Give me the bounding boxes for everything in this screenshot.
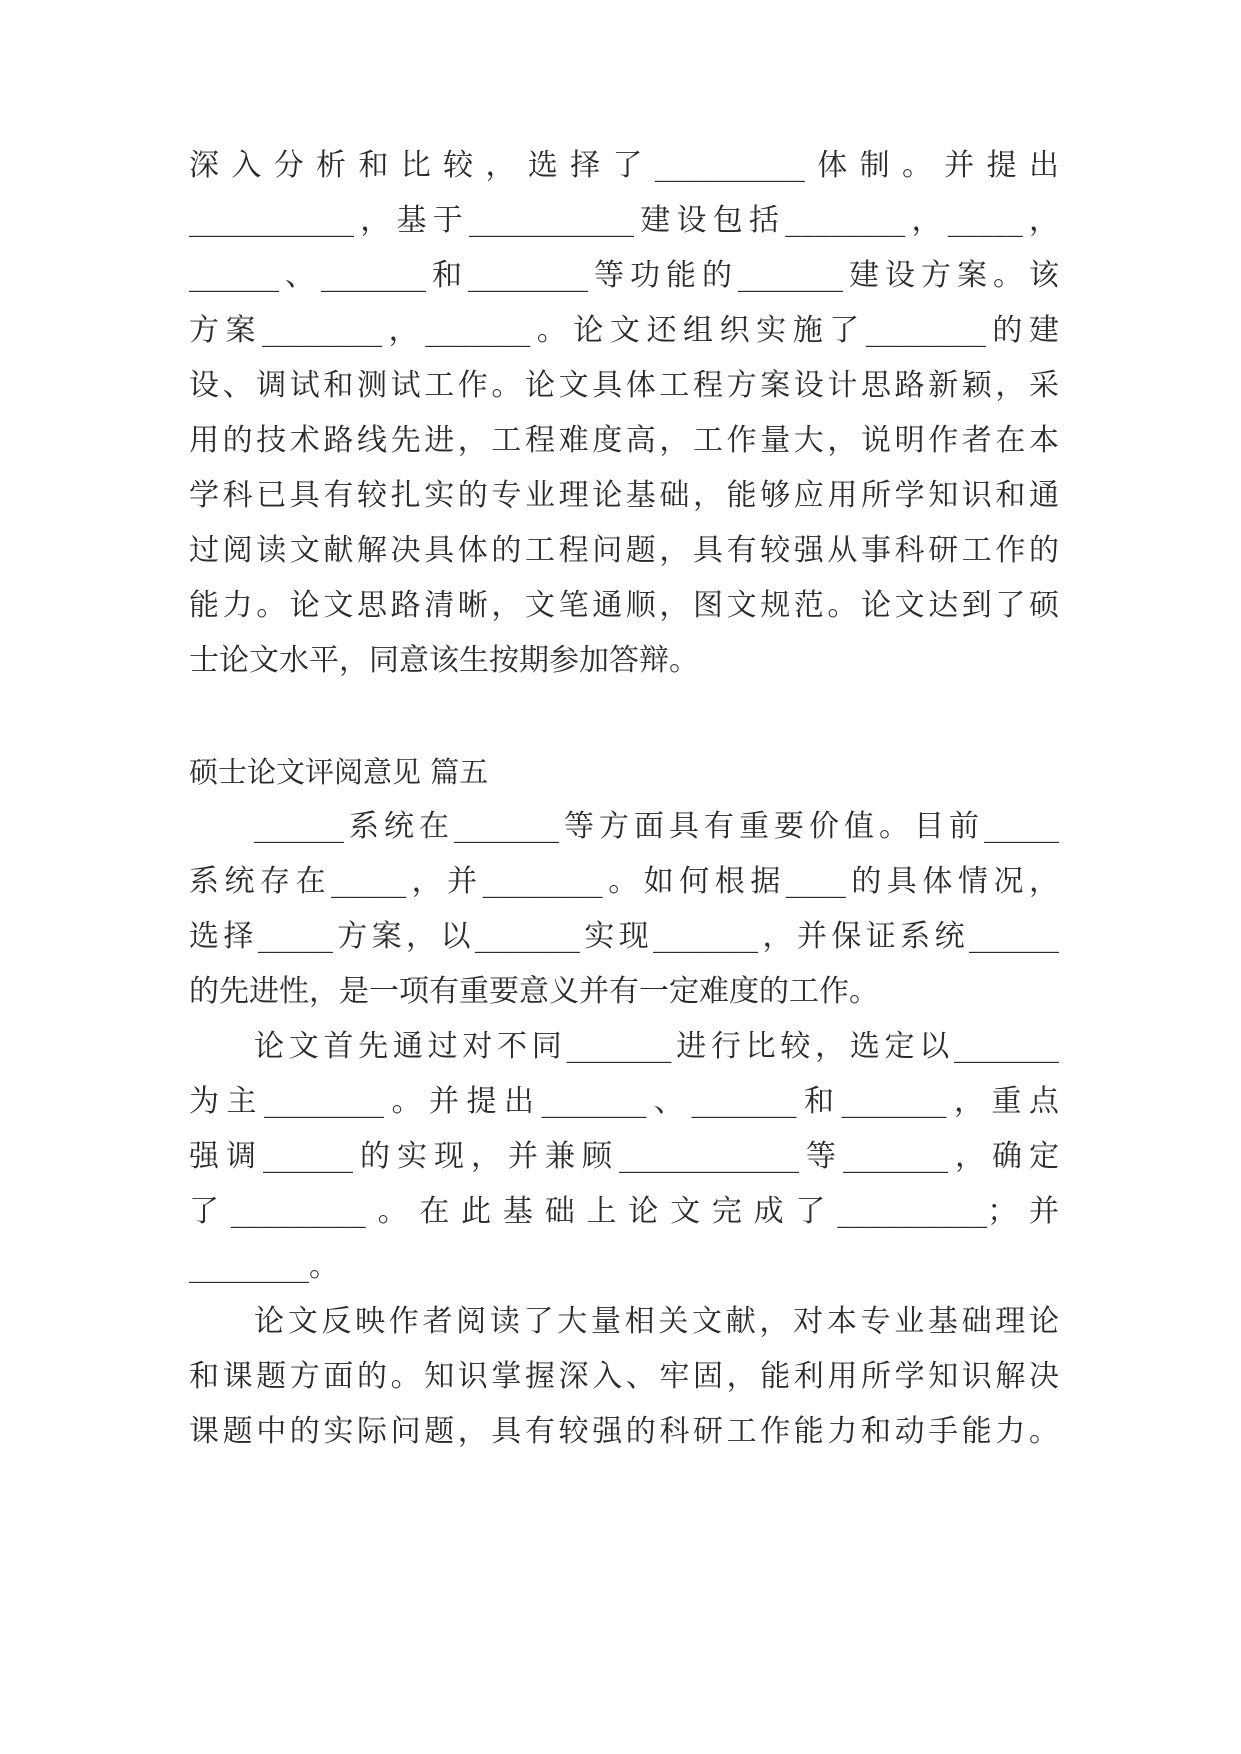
text-line: 深入分析和比较，选择了__________体制。并提出 [189,148,1059,183]
text-line: 能力。论文思路清晰，文笔通顺，图文规范。论文达到了硕 [189,588,1059,623]
text-line: 了_________。在此基础上论文完成了__________；并 [189,1194,1059,1229]
section-heading: 硕士论文评阅意见 篇五 [189,755,489,789]
text-line: ______、_______和________等功能的_______建设方案。该 [189,258,1059,293]
text-line: 课题中的实际问题，具有较强的科研工作能力和动手能力。 [189,1414,1059,1449]
text-line: 士论文水平，同意该生按期参加答辩。 [189,643,699,678]
text-line: 过阅读文献解决具体的工程问题，具有较强从事科研工作的 [189,533,1059,568]
text-line: 和课题方面的。知识掌握深入、牢固，能利用所学知识解决 [189,1359,1059,1394]
text-line: ________。 [189,1249,339,1284]
text-line: 强调______的实现，并兼顾____________等_______，确定 [189,1139,1059,1174]
text-line: 系统存在_____，并________。如何根据____的具体情况， [189,864,1059,899]
text-line: 选择_____方案，以_______实现_______，并保证系统______ [189,919,1059,954]
text-line: ___________，基于___________建设包括________，_____， [189,203,1059,238]
text-line: 的先进性，是一项有重要意义并有一定难度的工作。 [189,974,879,1009]
text-line: 论文首先通过对不同_______进行比较，选定以_______ [254,1029,1059,1064]
text-line: 论文反映作者阅读了大量相关文献，对本专业基础理论 [254,1304,1059,1339]
text-line: ______系统在_______等方面具有重要价值。目前_____ [254,809,1059,844]
text-line: 设、调试和测试工作。论文具体工程方案设计思路新颖，采 [189,368,1059,403]
text-line: 用的技术路线先进，工程难度高，工作量大，说明作者在本 [189,423,1059,458]
text-line: 方案________，_______。论文还组织实施了________的建 [189,313,1059,348]
text-line: 为主________。并提出_______、_______和_______，重点 [189,1084,1059,1119]
text-line: 学科已具有较扎实的专业理论基础，能够应用所学知识和通 [189,478,1059,513]
